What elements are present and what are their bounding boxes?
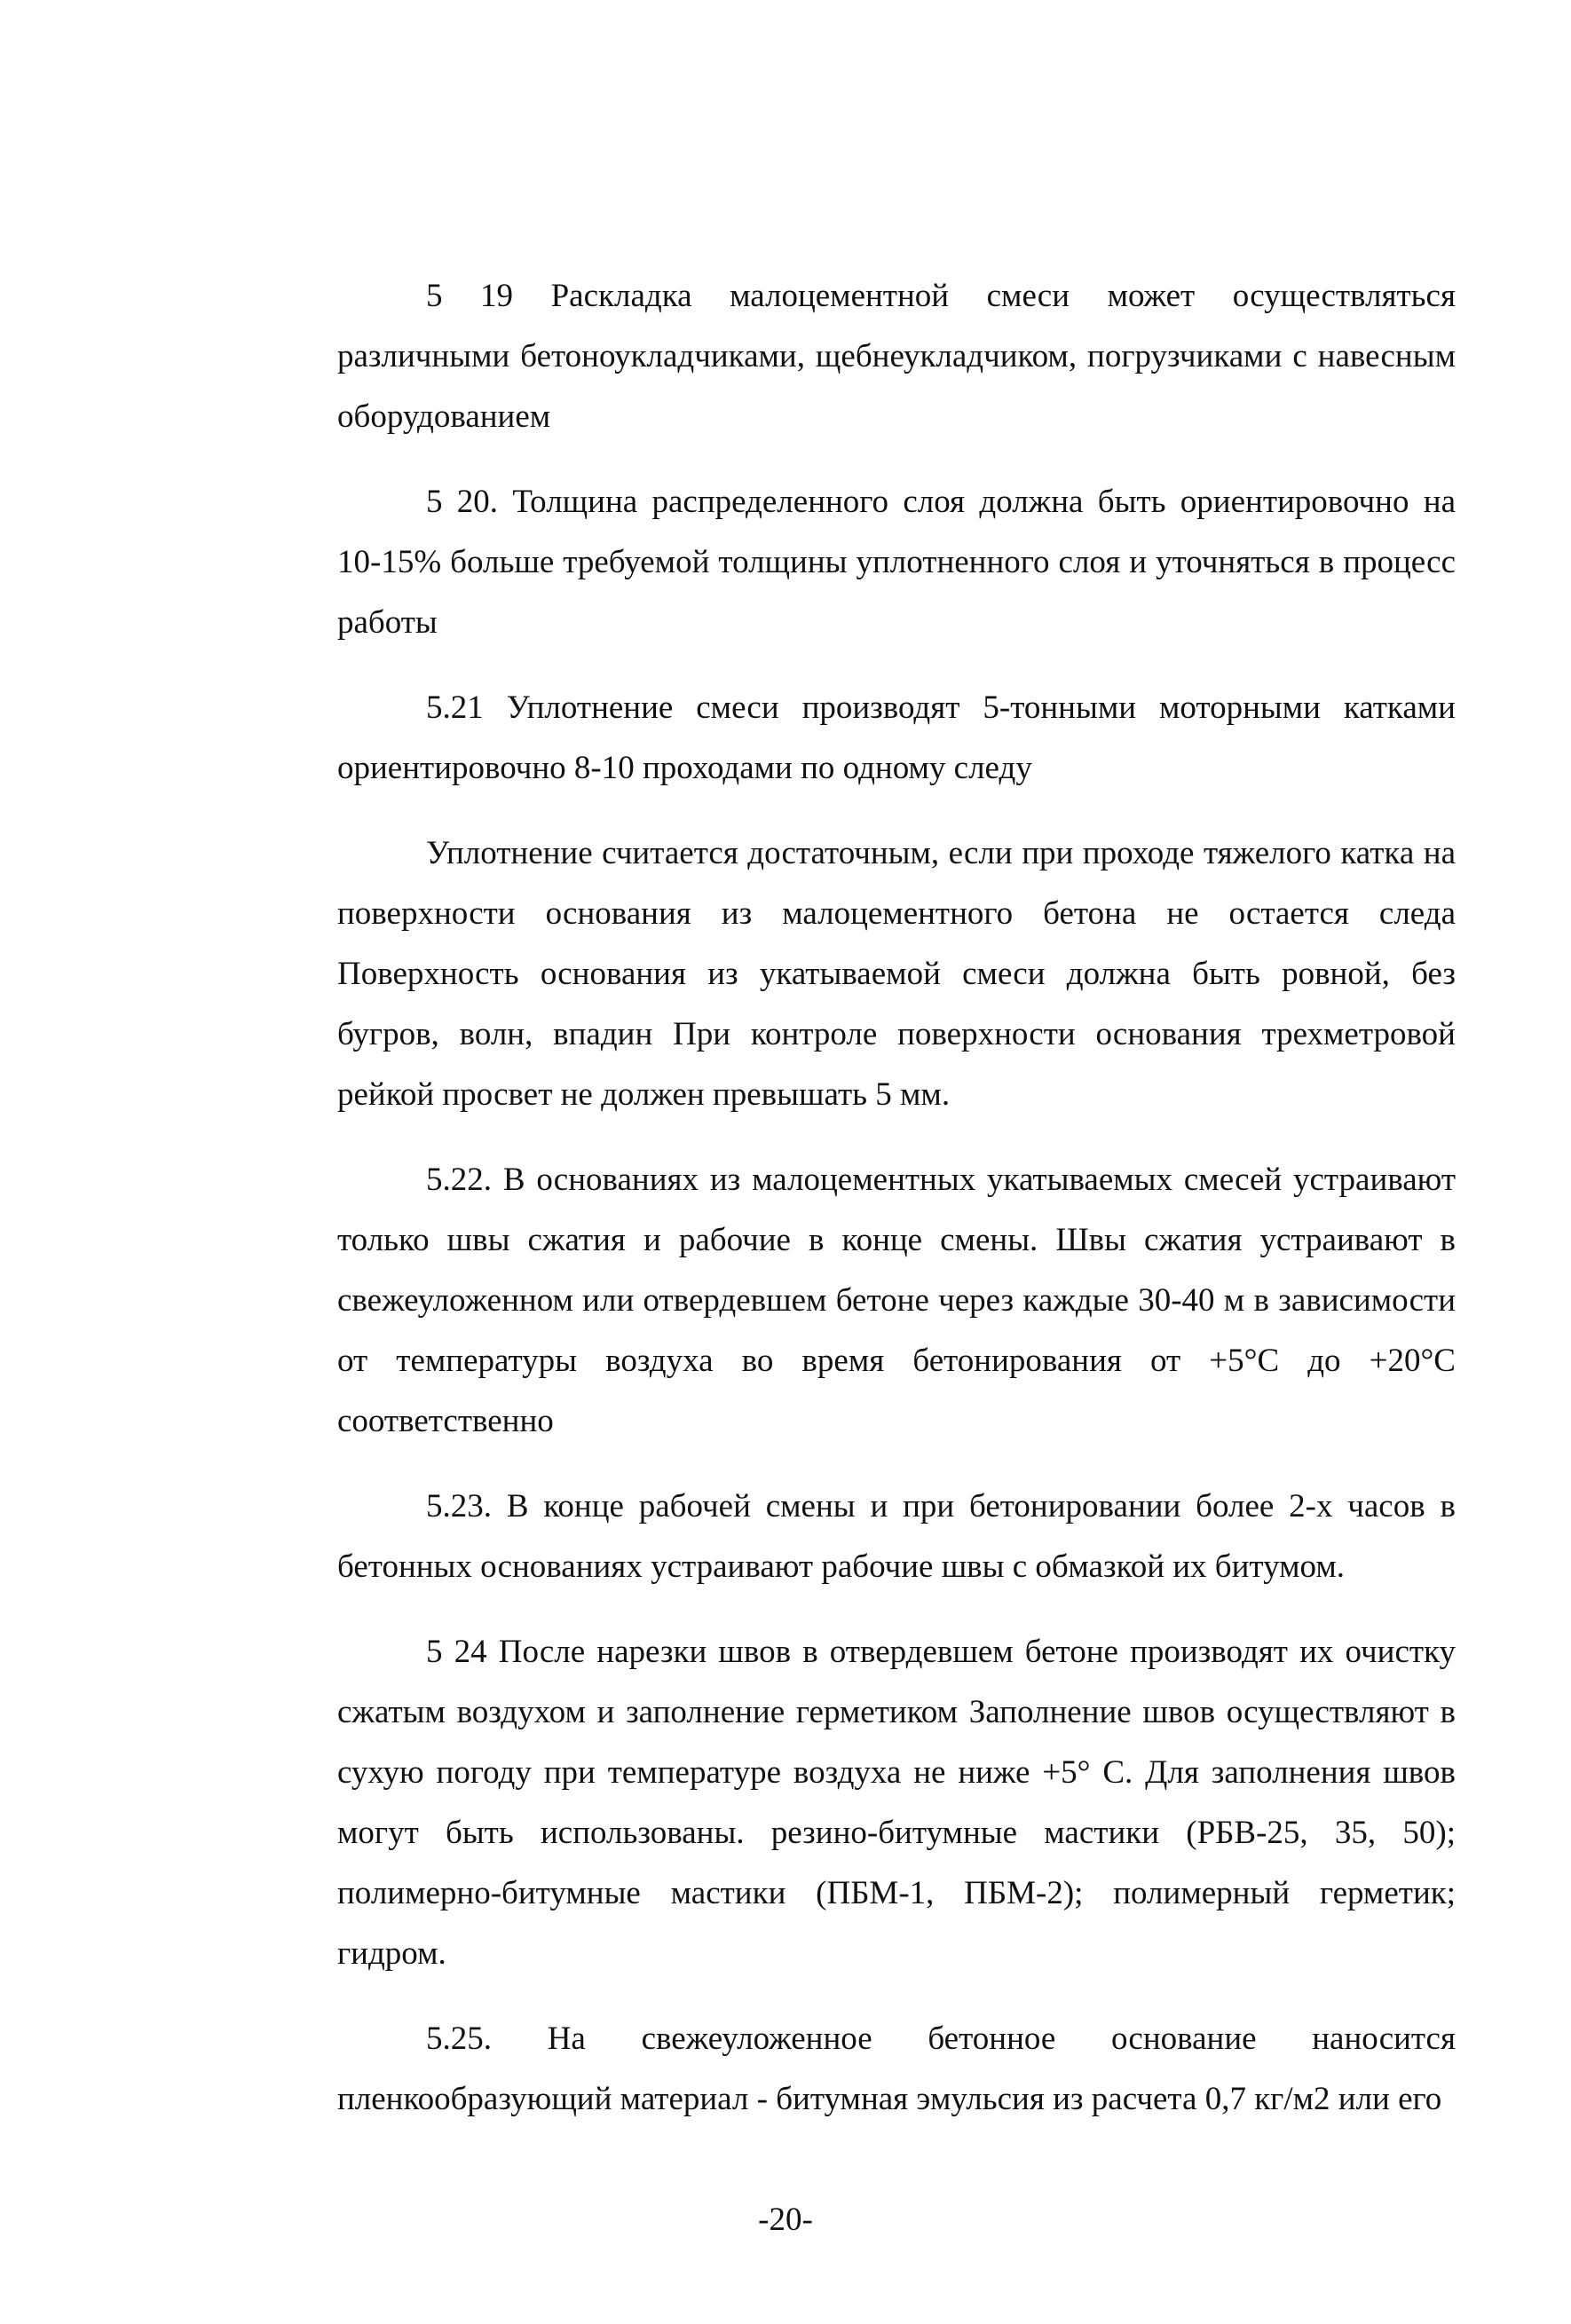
- paragraph-5-24: 5 24 После нарезки швов в отвердевшем бетоне производят их очистку сжатым воздухом и заполнение герметиком Заполнение швов осуществляют в сухую погоду при температуре воздуха не ниже +5° С. Для заполнения швов могут быть использованы. резино-битумные мастики (РБВ-25, 35, 50); полимерно-битумные мастики (ПБМ-1, ПБМ-2); полимерный герметик; гидром.: [337, 1634, 1456, 1972]
- paragraph-5-20: 5 20. Толщина распределенного слоя должна быть ориентировочно на 10-15% больше требуемой толщины уплотненного слоя и уточняться в процесс работы: [337, 484, 1456, 641]
- paragraph-5-21-compaction: Уплотнение считается достаточным, если при проходе тяжелого катка на поверхности основания из малоцементного бетона не остается следа Поверхность основания из укатываемой смеси должна быть ровной, без бугров, волн, впадин При контроле поверхности основания трехметровой рейкой просвет не должен превышать 5 мм.: [337, 835, 1456, 1113]
- paragraph-5-25: 5.25. На свежеуложенное бетонное основание наносится пленкообразующий материал - битумная эмульсия из расчета 0,7 кг/м2 или его: [337, 2021, 1456, 2117]
- paragraph-5-21: 5.21 Уплотнение смеси производят 5-тонными моторными катками ориентировочно 8-10 проходами по одному следу: [337, 689, 1456, 786]
- paragraph-5-19: 5 19 Раскладка малоцементной смеси может осуществляться различными бетоноукладчиками, щебнеукладчиком, погрузчиками с навесным оборудованием: [337, 278, 1456, 435]
- paragraph-5-23: 5.23. В конце рабочей смены и при бетонировании более 2-х часов в бетонных основаниях устраивают рабочие швы с обмазкой их битумом.: [337, 1488, 1456, 1585]
- page-number: -20-: [758, 2202, 813, 2238]
- paragraph-5-22: 5.22. В основаниях из малоцементных укатываемых смесей устраивают только швы сжатия и рабочие в конце смены. Швы сжатия устраивают в свежеуложенном или отвердевшем бетоне через каждые 30-40 м в зависимости от температуры воздуха во время бетонирования от +5°С до +20°С соответственно: [337, 1162, 1456, 1439]
- document-body: [337, 266, 1456, 2155]
